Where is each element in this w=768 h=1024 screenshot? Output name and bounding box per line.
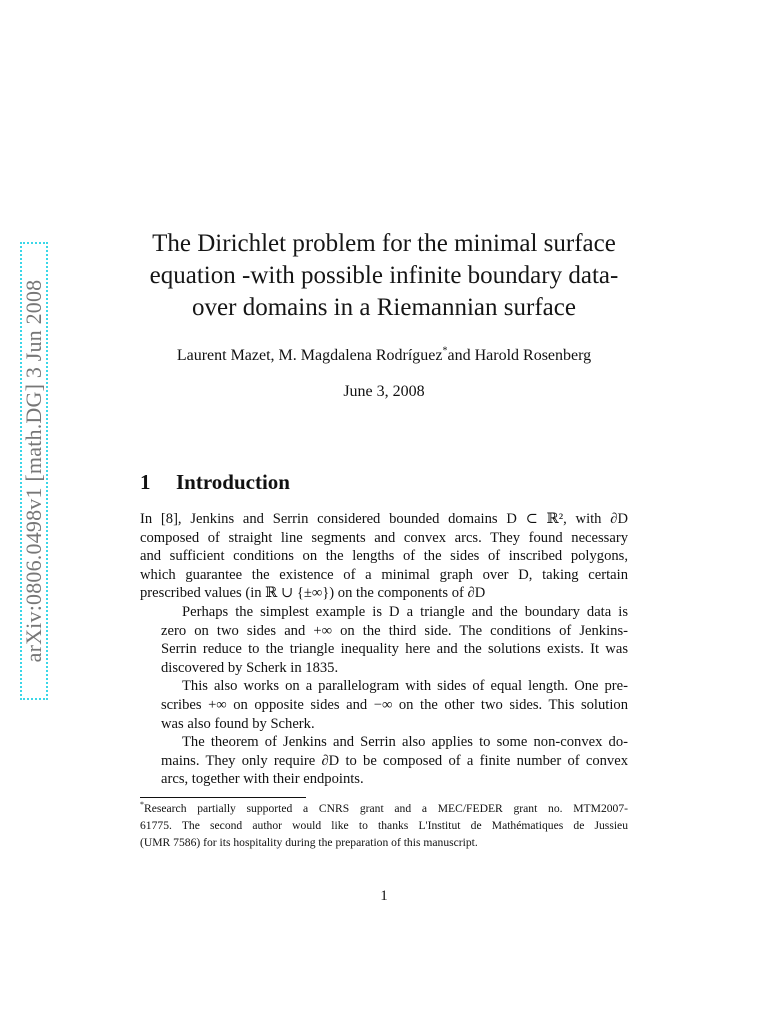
title-line: equation -with possible infinite boundary data- [149,262,619,289]
author-list [110,347,658,365]
footnote [140,800,628,851]
paragraph [140,603,628,677]
author-names-rest: and Harold Rosenberg [447,347,592,364]
paragraph [140,510,628,603]
author-footnote-mark: * [442,345,448,357]
text-line: and sufficient conditions on the lengths of the sides of inscribed polygons, [140,548,628,565]
text-line: The theorem of Jenkins and Serrin also applies to some non-convex do- [182,734,628,751]
footnote-text: Research partially supported a CNRS grant and a MEC/FEDER grant no. MTM2007- [144,802,628,815]
section-heading [140,470,290,495]
author-names: Laurent Mazet, M. Magdalena Rodríguez [176,347,443,364]
text-line: discovered by Scherk in 1835. [161,659,339,676]
title-line: over domains in a Riemannian surface [192,294,576,321]
page-number: 1 [380,888,388,904]
body-text [140,510,628,789]
text-line: In [8], Jenkins and Serrin considered bounded domains D ⊂ ℝ², with ∂D [140,511,628,527]
paper-date: June 3, 2008 [343,383,425,400]
arxiv-identifier: arXiv:0806.0498v1 [math.DG] 3 Jun 2008 [21,279,46,663]
text-line: scribes +∞ on opposite sides and −∞ on the other two sides. This solution [161,696,628,713]
footnote-mark: * [140,800,144,810]
arxiv-stamp [20,242,48,700]
paper-title [110,228,658,324]
text-line: zero on two sides and +∞ on the third side. The conditions of Jenkins- [161,622,628,639]
text-line: arcs, together with their endpoints. [161,771,364,788]
footnote-line [140,800,628,817]
text-line: was also found by Scherk. [161,715,315,732]
text-line: Perhaps the simplest example is D a triangle and the boundary data is [182,603,628,620]
footnote-line: 61775. The second author would like to thanks L'Institut de Mathématiques de Jussieu [140,819,628,832]
text-line: composed of straight line segments and convex arcs. They found necessary [140,529,628,546]
title-line: The Dirichlet problem for the minimal surface [152,230,616,257]
section-title: Introduction [176,470,290,494]
text-line: This also works on a parallelogram with sides of equal length. One pre- [182,678,628,695]
text-line: Serrin reduce to the triangle inequality here and the solutions exists. It was [161,641,628,658]
text-line: mains. They only require ∂D to be composed of a finite number of convex [161,752,628,769]
section-number: 1 [140,470,151,494]
footnote-divider [140,797,306,798]
paragraph [140,733,628,789]
paragraph [140,677,628,733]
text-line: which guarantee the existence of a minimal graph over D, taking certain [140,566,628,583]
text-line: prescribed values (in ℝ ∪ {±∞}) on the components of ∂D [140,585,486,602]
footnote-line: (UMR 7586) for its hospitality during the preparation of this manuscript. [140,836,478,849]
